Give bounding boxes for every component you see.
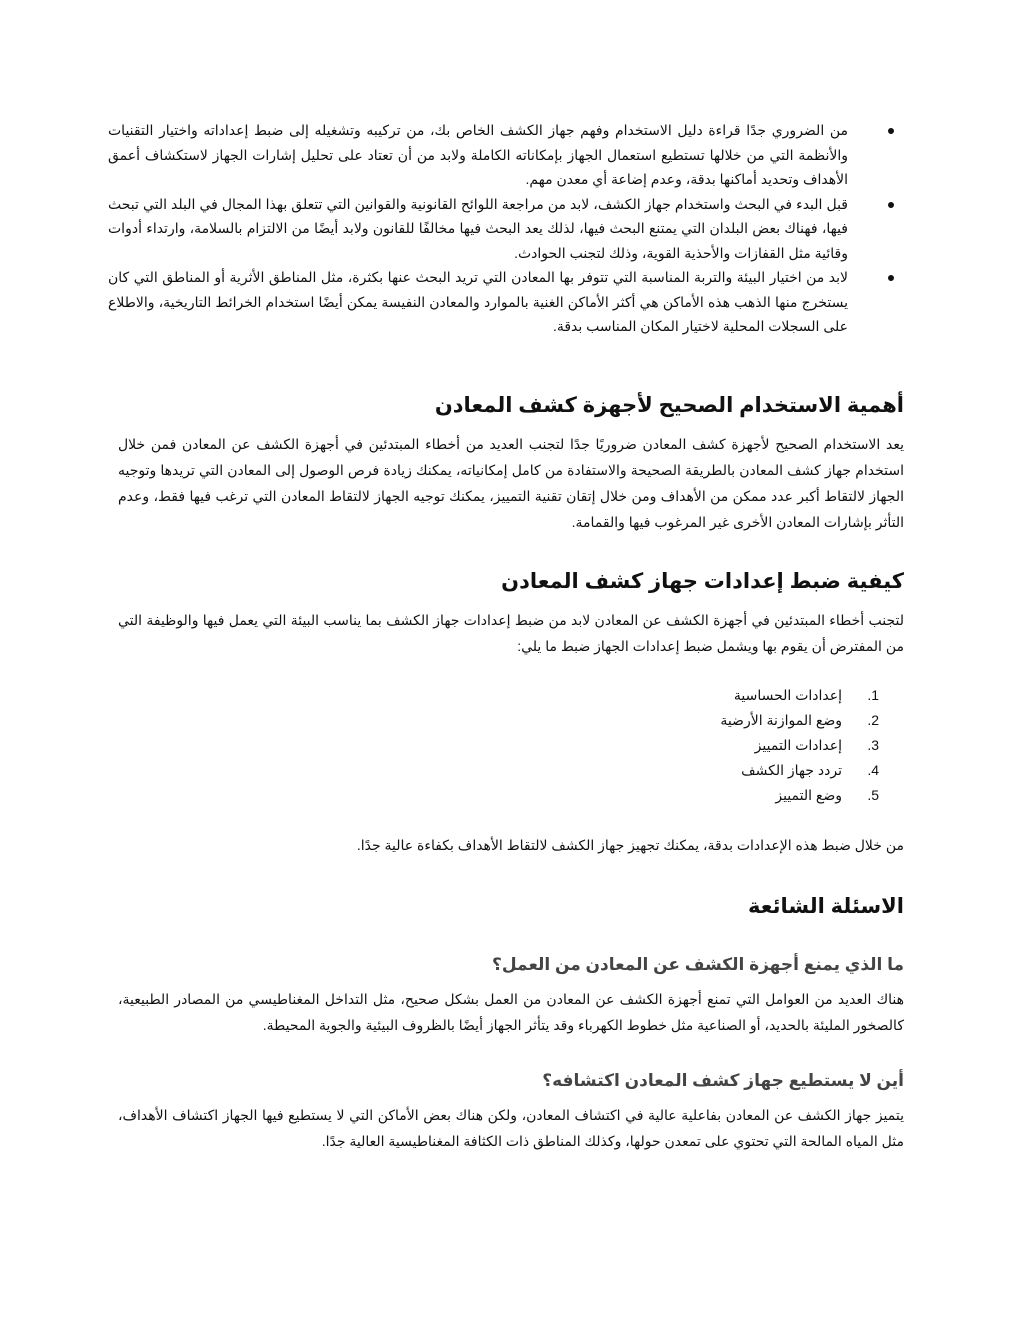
settings-outro-paragraph: من خلال ضبط هذه الإعدادات بدقة، يمكنك تجهيز جهاز الكشف لالتقاط الأهداف بكفاءة عالية جدًا. [356, 836, 904, 853]
bullet-item [108, 265, 848, 339]
list-number: 3. [867, 736, 879, 753]
faq-heading: الاسئلة الشائعة [747, 894, 904, 918]
bullet-item [108, 118, 848, 192]
bullet-text: قبل البدء في البحث واستخدام جهاز الكشف، لابد من مراجعة اللوائح القانونية والقوانين التي تتعلق بهذا المجال في البلد التي تبحث فيها، فهناك بعض البلدان التي يمتنع البحث فيها، لذلك يعد البحث فيها مخالفًا للقانون ولابد أيضًا من الالتزام بالسلامة، وارتداء أدوات وقائية مثل القفازات والأحذية القوية، وذلك لتجنب الحوادث. [108, 195, 849, 261]
list-item-label: إعدادات الحساسية [733, 686, 842, 703]
bullet-item [108, 192, 848, 266]
bullet-text: لابد من اختيار البيئة والتربة المناسبة التي تتوفر بها المعادن التي تريد البحث عنها بكثرة، مثل المناطق الأثرية أو المناطق التي كان يستخرج منها الذهب هذه الأماكن هي أكثر الأماكن الغنية بالموارد والمعادن النفيسة يمكن أيضًا استخدام الخرائط التاريخية، والاطلاع على السجلات المحلية لاختيار المكان المناسب بدقة. [108, 269, 848, 334]
list-number: 4. [867, 761, 879, 778]
list-item [118, 783, 904, 808]
list-item-label: وضع التمييز [775, 786, 842, 803]
faq-question: أين لا يستطيع جهاز كشف المعادن اكتشافه؟ [542, 1070, 904, 1090]
bullet-text: من الضروري جدًا قراءة دليل الاستخدام وفهم جهاز الكشف الخاص بك، من تركيبه وتشغيله إلى ضبط إعداداته واختيار التقنيات والأنظمة التي من خلالها تستطيع استعمال الجهاز بإمكاناته الكاملة ولابد من أن تعتاد على تحليل إشارات الجهاز لاستكشاف أعمق الأهداف وتحديد أماكنها بدقة، وعدم إضاعة أي معدن مهم. [108, 122, 848, 187]
settings-intro-paragraph: لتجنب أخطاء المبتدئين في أجهزة الكشف عن المعادن لابد من ضبط إعدادات جهاز الكشف بما يناسب البيئة التي يعمل فيها والوظيفة التي من المفترض أن يقوم بها ويشمل ضبط إعدادات الجهاز ضبط ما يلي: [118, 611, 904, 654]
list-item [118, 733, 904, 758]
list-number: 2. [867, 711, 879, 728]
list-item [118, 758, 904, 783]
intro-bullet-list [108, 118, 848, 339]
faq-question: ما الذي يمنع أجهزة الكشف عن المعادن من العمل؟ [492, 954, 904, 974]
faq-answer: يتميز جهاز الكشف عن المعادن بفاعلية عالية في اكتشاف المعادن، ولكن هناك بعض الأماكن التي لا يستطيع فيها الجهاز اكتشاف الأهداف، مثل المياه المالحة التي تحتوي على تمعدن حولها، وكذلك المناطق ذات الكثافة المغناطيسية العالية جدًا. [118, 1106, 904, 1149]
settings-heading: كيفية ضبط إعدادات جهاز كشف المعادن [501, 569, 904, 593]
list-item-label: وضع الموازنة الأرضية [720, 711, 842, 728]
bullet-icon [888, 128, 894, 134]
list-item [118, 683, 904, 708]
list-number: 5. [867, 786, 879, 803]
bullet-icon [888, 202, 894, 208]
list-item-label: إعدادات التمييز [754, 736, 842, 753]
list-item [118, 708, 904, 733]
settings-numbered-list [118, 683, 904, 808]
document-page [108, 118, 904, 1154]
bullet-icon [888, 275, 894, 281]
importance-paragraph: يعد الاستخدام الصحيح لأجهزة كشف المعادن ضروريًا جدًا لتجنب العديد من أخطاء المبتدئين في أجهزة الكشف عن المعادن فمن خلال استخدام جهاز كشف المعادن بالطريقة الصحيحة والاستفادة من كامل إمكانياته، يمكنك زيادة فرص الوصول إلى المعادن التي تريدها وتوجيه الجهاز لالتقاط أكبر عدد ممكن من الأهداف ومن خلال إتقان تقنية التمييز، يمكنك توجيه الجهاز لالتقاط المعادن التي ترغب فيها فقط، وعدم التأثر بإشارات المعادن الأخرى غير المرغوب فيها والقمامة. [118, 435, 904, 530]
list-item-label: تردد جهاز الكشف [741, 761, 842, 778]
importance-heading: أهمية الاستخدام الصحيح لأجهزة كشف المعادن [434, 393, 904, 417]
faq-answer: هناك العديد من العوامل التي تمنع أجهزة الكشف عن المعادن من العمل بشكل صحيح، مثل التداخل المغناطيسي من المصادر الطبيعية، كالصخور المليئة بالحديد، أو الصناعية مثل خطوط الكهرباء وقد يتأثر الجهاز أيضًا بالظروف البيئية والجوية المحيطة. [118, 990, 904, 1033]
list-number: 1. [867, 686, 879, 703]
